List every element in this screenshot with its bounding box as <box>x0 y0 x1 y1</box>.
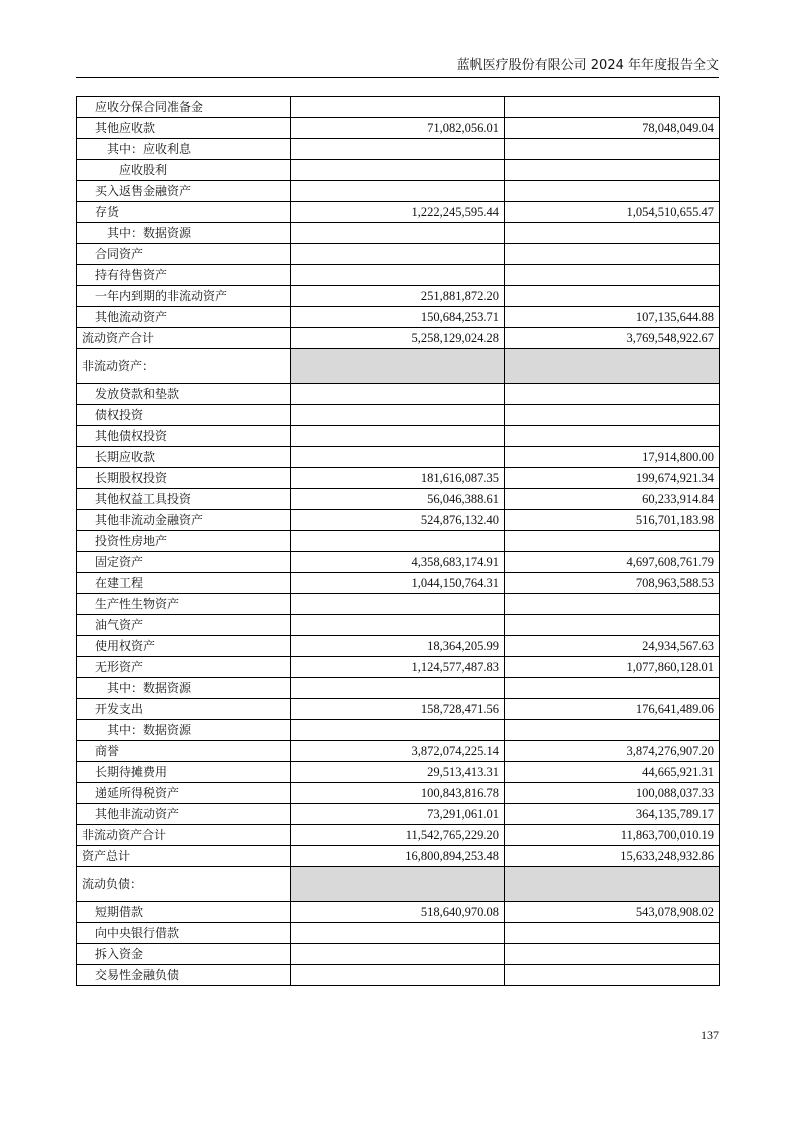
current-period-value: 11,542,765,229.20 <box>291 825 505 846</box>
current-period-value <box>291 594 505 615</box>
row-label: 在建工程 <box>77 573 291 594</box>
current-period-value <box>291 97 505 118</box>
row-label: 流动负债： <box>77 867 291 902</box>
section-header-row <box>77 349 720 384</box>
page-number: 137 <box>701 1028 719 1042</box>
previous-period-value <box>505 867 720 902</box>
table-row <box>77 944 720 965</box>
row-label: 非流动资产合计 <box>77 825 291 846</box>
previous-period-value <box>505 923 720 944</box>
table-row <box>77 328 720 349</box>
row-label: 其他流动资产 <box>77 307 291 328</box>
table-row <box>77 573 720 594</box>
table-row <box>77 139 720 160</box>
current-period-value: 1,044,150,764.31 <box>291 573 505 594</box>
current-period-value <box>291 447 505 468</box>
table-row <box>77 286 720 307</box>
table-row <box>77 384 720 405</box>
table-row <box>77 223 720 244</box>
table-row <box>77 783 720 804</box>
previous-period-value: 708,963,588.53 <box>505 573 720 594</box>
previous-period-value: 24,934,567.63 <box>505 636 720 657</box>
row-label: 固定资产 <box>77 552 291 573</box>
current-period-value <box>291 531 505 552</box>
previous-period-value <box>505 944 720 965</box>
table-row <box>77 531 720 552</box>
table-row <box>77 510 720 531</box>
table-row <box>77 181 720 202</box>
current-period-value: 5,258,129,024.28 <box>291 328 505 349</box>
current-period-value <box>291 405 505 426</box>
table-row <box>77 699 720 720</box>
previous-period-value <box>505 97 720 118</box>
row-label: 发放贷款和垫款 <box>77 384 291 405</box>
current-period-value <box>291 139 505 160</box>
table-row <box>77 741 720 762</box>
table-row <box>77 97 720 118</box>
table-row <box>77 594 720 615</box>
current-period-value <box>291 426 505 447</box>
table-row <box>77 762 720 783</box>
report-header: 蓝帆医疗股份有限公司 2024 年年度报告全文 <box>456 58 719 73</box>
current-period-value <box>291 678 505 699</box>
current-period-value <box>291 944 505 965</box>
previous-period-value: 60,233,914.84 <box>505 489 720 510</box>
row-label: 其中：数据资源 <box>77 678 291 699</box>
row-label: 递延所得税资产 <box>77 783 291 804</box>
row-label: 流动资产合计 <box>77 328 291 349</box>
current-period-value: 71,082,056.01 <box>291 118 505 139</box>
row-label: 其中：数据资源 <box>77 720 291 741</box>
previous-period-value <box>505 426 720 447</box>
previous-period-value: 364,135,789.17 <box>505 804 720 825</box>
table-row <box>77 965 720 986</box>
table-row <box>77 307 720 328</box>
current-period-value <box>291 265 505 286</box>
table-row <box>77 825 720 846</box>
current-period-value: 73,291,061.01 <box>291 804 505 825</box>
previous-period-value: 100,088,037.33 <box>505 783 720 804</box>
row-label: 长期应收款 <box>77 447 291 468</box>
previous-period-value: 1,054,510,655.47 <box>505 202 720 223</box>
previous-period-value <box>505 615 720 636</box>
row-label: 生产性生物资产 <box>77 594 291 615</box>
row-label: 交易性金融负债 <box>77 965 291 986</box>
table-row <box>77 804 720 825</box>
previous-period-value: 44,665,921.31 <box>505 762 720 783</box>
table-row <box>77 426 720 447</box>
current-period-value <box>291 923 505 944</box>
row-label: 合同资产 <box>77 244 291 265</box>
table-row <box>77 118 720 139</box>
table-row <box>77 160 720 181</box>
row-label: 资产总计 <box>77 846 291 867</box>
section-header-row <box>77 867 720 902</box>
previous-period-value <box>505 139 720 160</box>
current-period-value: 3,872,074,225.14 <box>291 741 505 762</box>
row-label: 存货 <box>77 202 291 223</box>
table-row <box>77 902 720 923</box>
row-label: 使用权资产 <box>77 636 291 657</box>
previous-period-value <box>505 223 720 244</box>
table-row <box>77 447 720 468</box>
previous-period-value <box>505 160 720 181</box>
current-period-value: 29,513,413.31 <box>291 762 505 783</box>
current-period-value: 56,046,388.61 <box>291 489 505 510</box>
table-row <box>77 265 720 286</box>
previous-period-value <box>505 349 720 384</box>
row-label: 其中：应收利息 <box>77 139 291 160</box>
balance-sheet-body <box>77 97 720 986</box>
previous-period-value: 199,674,921.34 <box>505 468 720 489</box>
row-label: 一年内到期的非流动资产 <box>77 286 291 307</box>
table-row <box>77 244 720 265</box>
table-row <box>77 678 720 699</box>
row-label: 向中央银行借款 <box>77 923 291 944</box>
current-period-value: 1,124,577,487.83 <box>291 657 505 678</box>
row-label: 其中：数据资源 <box>77 223 291 244</box>
table-row <box>77 552 720 573</box>
previous-period-value: 11,863,700,010.19 <box>505 825 720 846</box>
row-label: 开发支出 <box>77 699 291 720</box>
previous-period-value <box>505 384 720 405</box>
current-period-value: 150,684,253.71 <box>291 307 505 328</box>
current-period-value <box>291 160 505 181</box>
current-period-value <box>291 349 505 384</box>
current-period-value <box>291 181 505 202</box>
current-period-value <box>291 965 505 986</box>
row-label: 债权投资 <box>77 405 291 426</box>
table-row <box>77 846 720 867</box>
table-row <box>77 202 720 223</box>
current-period-value: 1,222,245,595.44 <box>291 202 505 223</box>
previous-period-value <box>505 531 720 552</box>
previous-period-value <box>505 265 720 286</box>
previous-period-value: 3,769,548,922.67 <box>505 328 720 349</box>
current-period-value: 100,843,816.78 <box>291 783 505 804</box>
table-row <box>77 489 720 510</box>
current-period-value: 524,876,132.40 <box>291 510 505 531</box>
current-period-value: 518,640,970.08 <box>291 902 505 923</box>
row-label: 长期待摊费用 <box>77 762 291 783</box>
current-period-value <box>291 384 505 405</box>
table-row <box>77 923 720 944</box>
previous-period-value <box>505 405 720 426</box>
current-period-value <box>291 720 505 741</box>
previous-period-value: 17,914,800.00 <box>505 447 720 468</box>
row-label: 短期借款 <box>77 902 291 923</box>
row-label: 非流动资产： <box>77 349 291 384</box>
current-period-value: 4,358,683,174.91 <box>291 552 505 573</box>
row-label: 其他权益工具投资 <box>77 489 291 510</box>
previous-period-value: 3,874,276,907.20 <box>505 741 720 762</box>
row-label: 油气资产 <box>77 615 291 636</box>
row-label: 其他应收款 <box>77 118 291 139</box>
previous-period-value <box>505 594 720 615</box>
previous-period-value <box>505 678 720 699</box>
current-period-value <box>291 244 505 265</box>
previous-period-value: 15,633,248,932.86 <box>505 846 720 867</box>
row-label: 其他非流动资产 <box>77 804 291 825</box>
row-label: 拆入资金 <box>77 944 291 965</box>
table-row <box>77 657 720 678</box>
previous-period-value: 1,077,860,128.01 <box>505 657 720 678</box>
previous-period-value: 543,078,908.02 <box>505 902 720 923</box>
row-label: 商誉 <box>77 741 291 762</box>
previous-period-value: 4,697,608,761.79 <box>505 552 720 573</box>
previous-period-value <box>505 965 720 986</box>
row-label: 其他债权投资 <box>77 426 291 447</box>
previous-period-value <box>505 286 720 307</box>
table-row <box>77 468 720 489</box>
previous-period-value: 176,641,489.06 <box>505 699 720 720</box>
table-row <box>77 615 720 636</box>
row-label: 长期股权投资 <box>77 468 291 489</box>
previous-period-value <box>505 244 720 265</box>
previous-period-value: 78,048,049.04 <box>505 118 720 139</box>
current-period-value: 181,616,087.35 <box>291 468 505 489</box>
current-period-value <box>291 867 505 902</box>
row-label: 投资性房地产 <box>77 531 291 552</box>
current-period-value: 158,728,471.56 <box>291 699 505 720</box>
previous-period-value: 107,135,644.88 <box>505 307 720 328</box>
table-row <box>77 405 720 426</box>
previous-period-value <box>505 720 720 741</box>
current-period-value <box>291 223 505 244</box>
current-period-value: 18,364,205.99 <box>291 636 505 657</box>
table-row <box>77 636 720 657</box>
current-period-value <box>291 615 505 636</box>
row-label: 无形资产 <box>77 657 291 678</box>
previous-period-value <box>505 181 720 202</box>
table-row <box>77 720 720 741</box>
current-period-value: 16,800,894,253.48 <box>291 846 505 867</box>
previous-period-value: 516,701,183.98 <box>505 510 720 531</box>
row-label: 持有待售资产 <box>77 265 291 286</box>
row-label: 买入返售金融资产 <box>77 181 291 202</box>
row-label: 应收股利 <box>77 160 291 181</box>
row-label: 应收分保合同准备金 <box>77 97 291 118</box>
balance-sheet-table <box>76 96 720 986</box>
row-label: 其他非流动金融资产 <box>77 510 291 531</box>
header-divider <box>76 77 719 78</box>
current-period-value: 251,881,872.20 <box>291 286 505 307</box>
